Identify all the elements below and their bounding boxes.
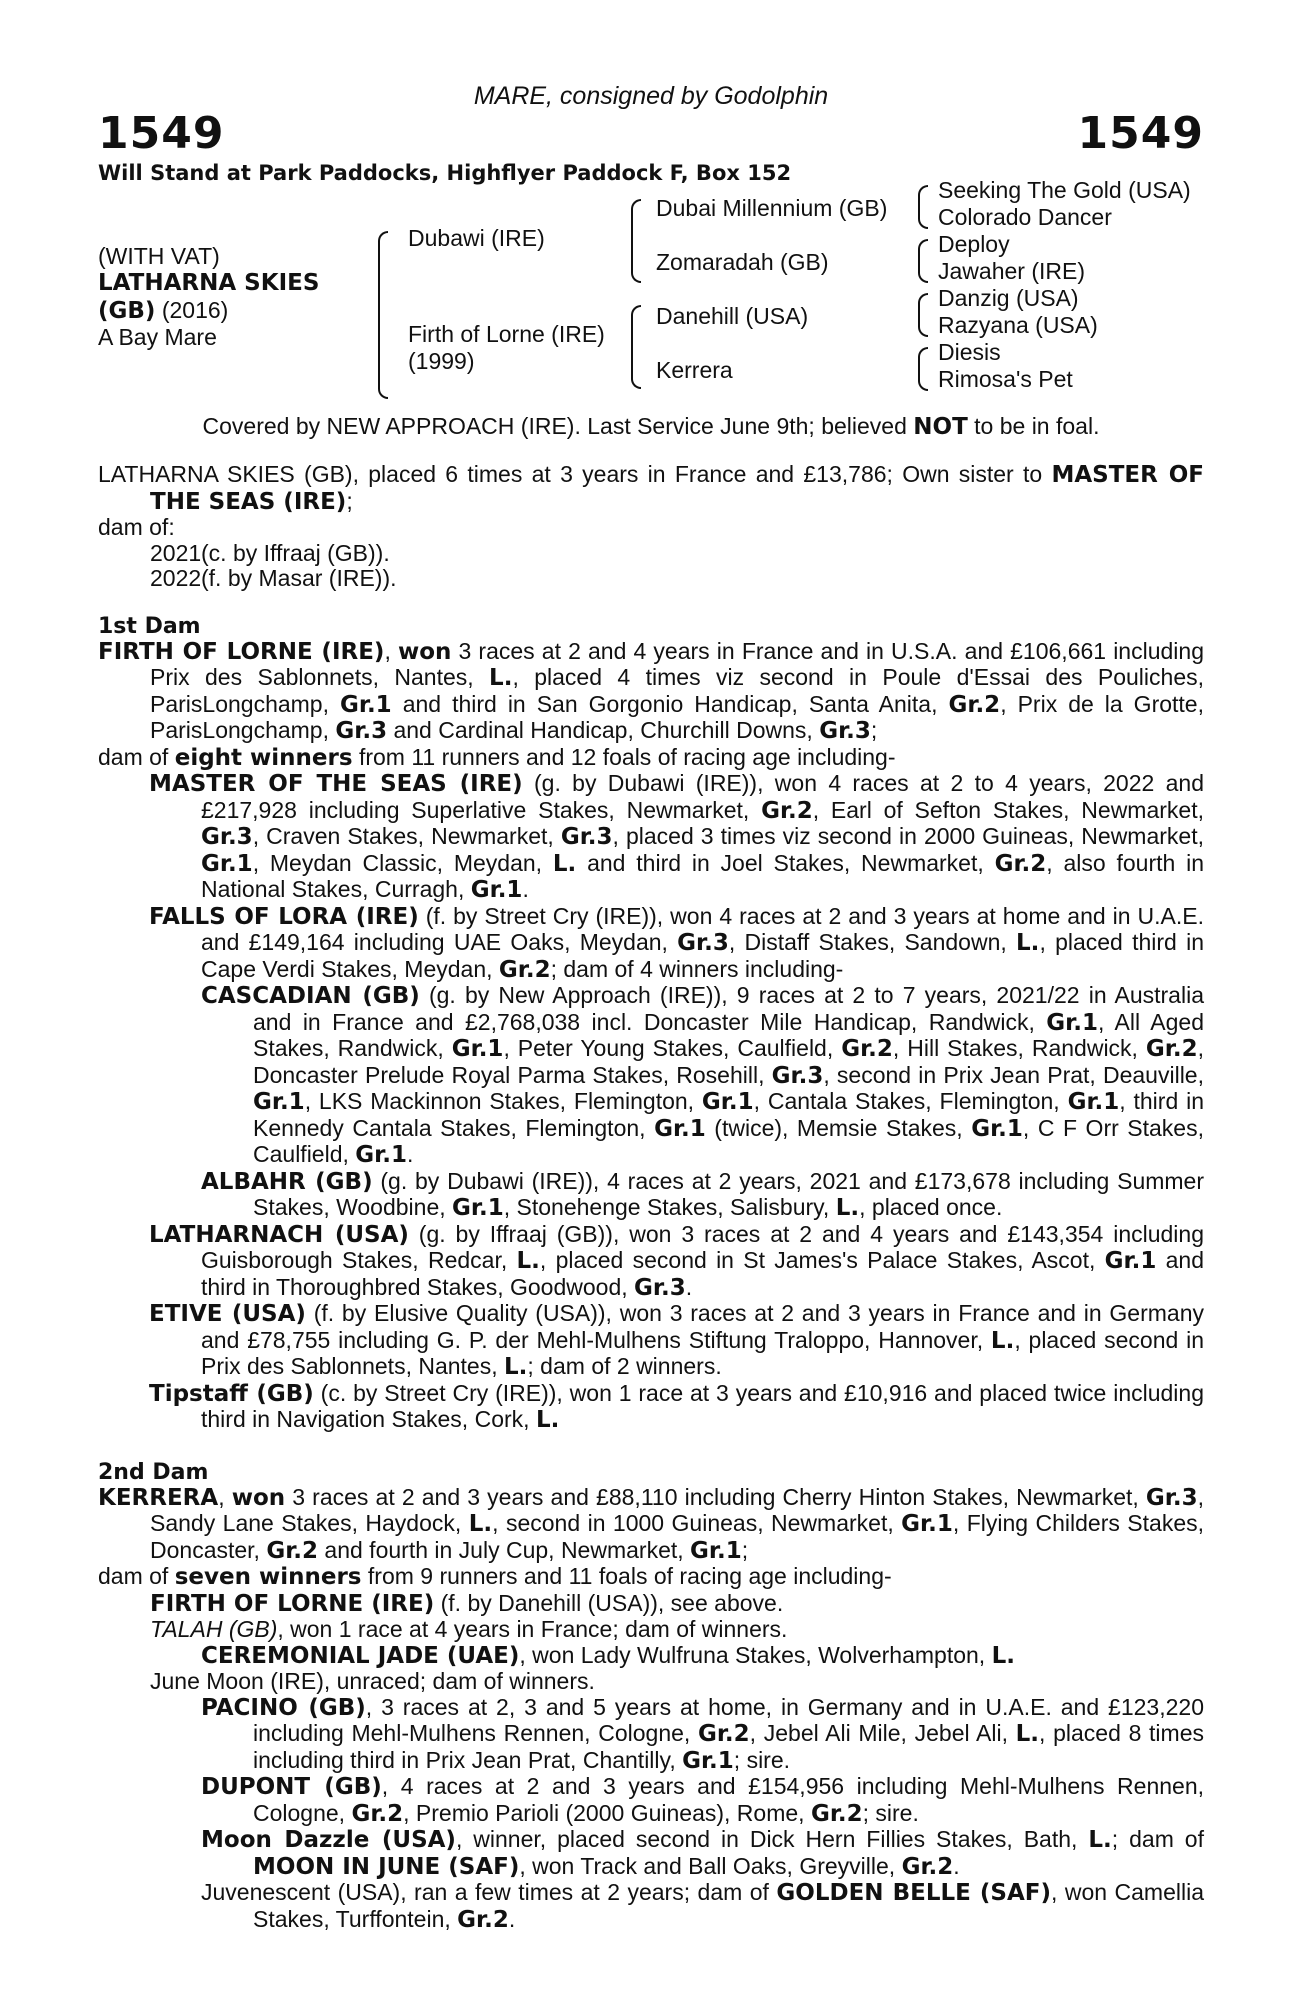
grade: L. bbox=[468, 1511, 493, 1537]
produce-entry bbox=[98, 1695, 1204, 1775]
first-dam-heading: 1st Dam bbox=[98, 613, 201, 639]
produce-name: GOLDEN BELLE (SAF) bbox=[776, 1880, 1052, 1906]
grade: L. bbox=[1016, 930, 1040, 956]
text: , Distaff Stakes, Sandown, bbox=[728, 929, 1017, 955]
text: , LKS Mackinnon Stakes, Flemington, bbox=[304, 1088, 702, 1114]
grade: Gr.2 bbox=[1145, 1036, 1198, 1062]
text: , Sandy Lane Stakes, Haydock, bbox=[150, 1483, 1204, 1536]
grade: Gr.1 bbox=[971, 1115, 1023, 1142]
grade: Gr.1 bbox=[690, 1537, 742, 1564]
first-dam-produce-summary bbox=[98, 745, 1204, 772]
lot-number-left: 1549 bbox=[98, 108, 225, 159]
won-label: won bbox=[231, 1484, 286, 1511]
text: , placed third in Cape Verdi Stakes, Meydan, bbox=[201, 929, 1204, 982]
brace-main bbox=[378, 231, 388, 399]
text: . bbox=[522, 876, 529, 902]
grade: Gr.1 bbox=[682, 1747, 734, 1774]
dam-dam-sire: Diesis bbox=[938, 339, 1001, 365]
grade: Gr.3 bbox=[771, 1062, 824, 1089]
text: and third in San Gorgonio Handicap, Santa Anita, bbox=[391, 690, 949, 717]
grade: L. bbox=[991, 1642, 1015, 1669]
text: (g. by Dubawi (IRE)), 4 races at 2 years, 2021 and £173,678 including Summer Stakes, Woodbine, bbox=[253, 1167, 1204, 1220]
intro-semicolon: ; bbox=[346, 487, 353, 514]
sire-dam-sire: Deploy bbox=[938, 231, 1010, 257]
sire-sire-dam: Colorado Dancer bbox=[938, 204, 1112, 230]
text: (g. by New Approach (IRE)), 9 races at 2 to 7 years, 2021/22 in Australia and in France and £2,768,038 incl. Doncaster Mile Handicap, Randwick, bbox=[253, 982, 1204, 1035]
horse-origin bbox=[98, 297, 228, 324]
text: , Stonehenge Stakes, Salisbury, bbox=[503, 1194, 836, 1220]
horse-description: A Bay Mare bbox=[98, 324, 217, 350]
grade: Gr.1 bbox=[452, 1195, 504, 1221]
text: (f. by Street Cry (IRE)), won 4 races at 2 and 3 years at home and in U.A.E. and £149,164 including UAE Oaks, Meydan, bbox=[201, 902, 1205, 955]
text: (f. by Elusive Quality (USA)), won 3 races at 2 and 3 years in France and in Germany and £78,755 including G. P. der Mehl-Mulhens Stiftung Traloppo, Hannover, bbox=[201, 1300, 1204, 1353]
grade: L. bbox=[516, 1248, 540, 1274]
text: , All Aged Stakes, Randwick, bbox=[253, 1008, 1204, 1061]
brace-dam bbox=[631, 305, 641, 389]
covering-end: to be in foal. bbox=[967, 413, 1100, 439]
foal-year: 2021 bbox=[150, 539, 202, 566]
first-dam-name: FIRTH OF LORNE (IRE) bbox=[98, 638, 385, 665]
text: 3 races at 2 and 3 years and £88,110 including Cherry Hinton Stakes, Newmarket, bbox=[285, 1483, 1146, 1510]
sire-sire: Dubai Millennium (GB) bbox=[656, 195, 888, 221]
text: , Cantala Stakes, Flemington, bbox=[753, 1088, 1068, 1114]
dam-sire-dam: Razyana (USA) bbox=[938, 312, 1098, 338]
foal-year: 2022 bbox=[150, 565, 202, 591]
text: , Craven Stakes, Newmarket, bbox=[252, 823, 561, 849]
text: from 9 runners and 11 foals of racing age including- bbox=[361, 1563, 892, 1589]
text: , 3 races at 2, 3 and 5 years at home, in Germany and in U.A.E. and £123,220 including Mehl-Mulhens Rennen, Cologne, bbox=[253, 1693, 1204, 1746]
lot-number-right: 1549 bbox=[1077, 108, 1204, 159]
grade: Gr.2 bbox=[994, 850, 1047, 877]
produce-name: Tipstaff (GB) bbox=[149, 1380, 314, 1407]
brace-ds bbox=[918, 293, 928, 337]
second-dam-section bbox=[98, 1485, 1204, 1934]
text: , Hill Stakes, Randwick, bbox=[892, 1035, 1146, 1061]
sire-dam: Zomaradah (GB) bbox=[656, 249, 829, 275]
text: from 11 runners and 12 foals of racing age including- bbox=[352, 743, 896, 770]
text: , Jebel Ali Mile, Jebel Ali, bbox=[749, 1720, 1016, 1746]
text: 3 races at 2 and 4 years in France and in U.S.A. and £106,661 including Prix des Sablonnets, Nantes, bbox=[150, 637, 1204, 690]
text: ; sire. bbox=[733, 1746, 791, 1773]
text: , third in Kennedy Cantala Stakes, Flemington, bbox=[253, 1088, 1204, 1141]
grade: Gr.1 bbox=[201, 850, 253, 877]
grade: Gr.2 bbox=[761, 797, 813, 824]
second-dam-heading: 2nd Dam bbox=[98, 1459, 209, 1485]
foal-row bbox=[98, 541, 1204, 567]
grade: L. bbox=[504, 1354, 528, 1380]
first-dam-section bbox=[98, 639, 1204, 1434]
text: and third in Joel Stakes, Newmarket, bbox=[576, 849, 995, 876]
text: ; bbox=[741, 1536, 749, 1563]
intro-section bbox=[98, 462, 1204, 592]
text: , won 1 race at 4 years in France; dam of winners. bbox=[277, 1616, 788, 1642]
produce-entry bbox=[98, 983, 1204, 1169]
text: , second in 1000 Guineas, Newmarket, bbox=[492, 1510, 902, 1536]
produce-entry bbox=[98, 904, 1204, 984]
first-dam-paragraph: FIRTH OF LORNE (IRE), won 3 races at 2 and 4 years in France and in U.S.A. and £106,661 including Prix des Sablonnets, Nantes, L., placed 4 times viz second in Poule d'Essai des Pouliches, ParisLongchamp, Gr.1 and third in San Gorgonio Handicap, Santa Anita, Gr.2, Prix de la Grotte, ParisLongchamp, Gr.3 and Cardinal Handicap, Churchill Downs, Gr.3; bbox=[98, 637, 1205, 744]
horse-name: LATHARNA SKIES bbox=[98, 270, 320, 296]
second-dam-produce-summary bbox=[98, 1564, 1204, 1591]
text: ; dam of 2 winners. bbox=[527, 1353, 722, 1379]
dam-sire-sire: Danzig (USA) bbox=[938, 285, 1079, 311]
grade: Gr.1 bbox=[901, 1511, 953, 1537]
produce-name: TALAH (GB) bbox=[150, 1616, 278, 1642]
foal-row bbox=[98, 566, 1204, 592]
produce-name: MOON IN JUNE (SAF) bbox=[253, 1853, 520, 1880]
text: , won Track and Ball Oaks, Greyville, bbox=[519, 1852, 902, 1879]
text: , placed 4 times viz second in Poule d'Essai des Pouliches, ParisLongchamp, bbox=[150, 664, 1205, 717]
text: and fourth in July Cup, Newmarket, bbox=[318, 1536, 691, 1563]
brace-ss bbox=[918, 185, 928, 229]
grade: L. bbox=[1088, 1827, 1112, 1853]
grade: L. bbox=[835, 1195, 860, 1221]
winners-count: eight winners bbox=[174, 744, 353, 771]
intro-paragraph bbox=[98, 462, 1204, 515]
dam-sire: Danehill (USA) bbox=[656, 303, 809, 329]
pedigree-table bbox=[98, 177, 1204, 401]
text: dam of bbox=[98, 743, 175, 770]
text: , Peter Young Stakes, Caulfield, bbox=[503, 1035, 842, 1061]
grade: Gr.1 bbox=[1067, 1089, 1120, 1115]
brace-sd bbox=[918, 239, 928, 283]
text: (g. by Iffraaj (GB)), won 3 races at 2 and 4 years and £143,354 including Guisborough Stakes, Redcar, bbox=[201, 1220, 1205, 1273]
text: , placed second in St James's Palace Stakes, Ascot, bbox=[539, 1247, 1105, 1273]
dam-dam-dam: Rimosa's Pet bbox=[938, 366, 1073, 392]
text: , 4 races at 2 and 3 years and £154,956 including Mehl-Mulhens Rennen, Cologne, bbox=[253, 1773, 1204, 1826]
dam-dam: Kerrera bbox=[656, 357, 733, 383]
grade: Gr.2 bbox=[498, 956, 551, 983]
produce-entry bbox=[98, 1301, 1204, 1381]
grade: Gr.2 bbox=[901, 1853, 954, 1880]
produce-entry bbox=[98, 1169, 1204, 1222]
catalogue-page bbox=[98, 82, 1204, 1933]
text: dam of bbox=[98, 1563, 175, 1589]
vat-label: (WITH VAT) bbox=[98, 243, 220, 269]
text: , Prix de la Grotte, ParisLongchamp, bbox=[150, 690, 1204, 743]
produce-entry: June Moon (IRE), unraced; dam of winners. bbox=[150, 1668, 595, 1694]
grade: Gr.3 bbox=[819, 718, 871, 744]
text: . bbox=[406, 1141, 414, 1167]
produce-name: LATHARNACH (USA) bbox=[149, 1221, 409, 1248]
lot-number-row bbox=[98, 108, 1204, 159]
produce-name: FIRTH OF LORNE (IRE) bbox=[150, 1590, 435, 1617]
consignment-line: MARE, consigned by Godolphin bbox=[473, 82, 829, 110]
grade: Gr.3 bbox=[335, 718, 388, 744]
text: , won Camellia Stakes, Turffontein, bbox=[253, 1879, 1204, 1932]
grade: Gr.3 bbox=[677, 930, 729, 956]
grade: Gr.2 bbox=[948, 691, 1001, 718]
dam: Firth of Lorne (IRE) bbox=[408, 321, 605, 347]
grade: L. bbox=[489, 665, 513, 691]
grade: Gr.2 bbox=[266, 1537, 319, 1564]
grade: Gr.3 bbox=[560, 824, 613, 850]
text: , Doncaster Prelude Royal Parma Stakes, Rosehill, bbox=[253, 1035, 1204, 1088]
produce-name: Moon Dazzle (USA) bbox=[201, 1827, 456, 1853]
text: . bbox=[953, 1852, 960, 1879]
text: , second in Prix Jean Prat, Deauville, bbox=[823, 1061, 1204, 1088]
covering-not: NOT bbox=[913, 414, 968, 440]
produce-name: ETIVE (USA) bbox=[149, 1301, 306, 1327]
text: , placed once. bbox=[859, 1194, 1003, 1220]
text: , Meydan Classic, Meydan, bbox=[252, 849, 553, 876]
covering-text: Covered by NEW APPROACH (IRE). Last Service June 9th; believed bbox=[202, 413, 914, 439]
second-dam-name: KERRERA bbox=[98, 1484, 219, 1511]
produce-entry bbox=[98, 1222, 1204, 1302]
grade: L. bbox=[535, 1407, 560, 1433]
sire-dam-dam: Jawaher (IRE) bbox=[938, 258, 1085, 284]
text: (twice), Memsie Stakes, bbox=[705, 1114, 972, 1141]
stand-location: Will Stand at Park Paddocks, Highflyer Paddock F, Box 152 bbox=[98, 161, 792, 185]
grade: Gr.2 bbox=[810, 1800, 863, 1827]
text: , Flying Childers Stakes, Doncaster, bbox=[150, 1510, 1204, 1563]
produce-entry bbox=[98, 1381, 1204, 1434]
sire-sire-sire: Seeking The Gold (USA) bbox=[938, 177, 1191, 203]
text: , also fourth in National Stakes, Curragh, bbox=[201, 849, 1204, 902]
grade: Gr.1 bbox=[1046, 1009, 1098, 1036]
grade: Gr.1 bbox=[654, 1115, 706, 1142]
grade: Gr.2 bbox=[351, 1800, 404, 1827]
brace-sire bbox=[631, 199, 641, 283]
grade: Gr.1 bbox=[355, 1142, 407, 1168]
grade: Gr.3 bbox=[1145, 1484, 1198, 1511]
text: , Earl of Sefton Stakes, Newmarket, bbox=[812, 796, 1204, 823]
grade: Gr.1 bbox=[701, 1089, 754, 1115]
produce-name: CEREMONIAL JADE (UAE) bbox=[201, 1642, 520, 1669]
sire: Dubawi (IRE) bbox=[408, 225, 545, 251]
dam-year: (1999) bbox=[408, 348, 475, 374]
text: (g. by Dubawi (IRE)), won 4 races at 2 to 4 years, 2022 and £217,928 including Superlative Stakes, Newmarket, bbox=[201, 770, 1205, 823]
sister-name: MASTER OF THE SEAS (IRE) bbox=[150, 462, 1205, 515]
grade: Gr.1 bbox=[470, 877, 523, 903]
horse-country: (GB) bbox=[98, 298, 156, 324]
second-dam-paragraph: KERRERA, won 3 races at 2 and 3 years and £88,110 including Cherry Hinton Stakes, Newmarket, Gr.3, Sandy Lane Stakes, Haydock, L., second in 1000 Guineas, Newmarket, Gr.1, Flying Childers Stakes, Doncaster, Gr.2 and fourth in July Cup, Newmarket, Gr.1; bbox=[98, 1483, 1204, 1564]
grade: Gr.3 bbox=[634, 1274, 686, 1301]
produce-name: ALBAHR (GB) bbox=[201, 1168, 373, 1195]
produce-name: DUPONT (GB) bbox=[201, 1774, 382, 1800]
grade: Gr.1 bbox=[253, 1089, 305, 1115]
produce-entry bbox=[98, 1617, 1204, 1643]
produce-entry bbox=[98, 1643, 1204, 1670]
text: (c. by Street Cry (IRE)), won 1 race at 3 years and £10,916 and placed twice including third in Navigation Stakes, Cork, bbox=[201, 1379, 1204, 1432]
produce-entry bbox=[98, 771, 1204, 904]
text: ; sire. bbox=[862, 1799, 919, 1826]
produce-entry bbox=[98, 1827, 1204, 1880]
text: , winner, placed second in Dick Hern Fillies Stakes, Bath, bbox=[455, 1826, 1089, 1852]
horse-year: (2016) bbox=[155, 297, 229, 323]
grade: Gr.2 bbox=[697, 1721, 750, 1747]
grade: Gr.2 bbox=[841, 1036, 893, 1062]
text: and third in Thoroughbred Stakes, Goodwood, bbox=[201, 1247, 1204, 1300]
produce-entry bbox=[98, 1880, 1204, 1933]
grade: Gr.2 bbox=[457, 1906, 509, 1933]
text: , placed 3 times viz second in 2000 Guineas, Newmarket, bbox=[612, 823, 1204, 849]
produce-name: PACINO (GB) bbox=[201, 1694, 366, 1721]
grade: Gr.1 bbox=[1104, 1248, 1157, 1274]
brace-dd bbox=[918, 347, 928, 391]
text: , Premio Parioli (2000 Guineas), Rome, bbox=[403, 1799, 811, 1826]
covering-note bbox=[98, 413, 1204, 440]
text: (f. by Danehill (USA)), see above. bbox=[434, 1589, 784, 1616]
produce-entry bbox=[98, 1774, 1204, 1827]
foal-text: (c. by Iffraaj (GB)). bbox=[201, 539, 390, 566]
grade: L. bbox=[552, 850, 577, 877]
produce-name: FALLS OF LORA (IRE) bbox=[149, 903, 419, 930]
text: ; bbox=[870, 717, 878, 743]
grade: Gr.1 bbox=[451, 1036, 504, 1062]
produce-name: MASTER OF THE SEAS (IRE) bbox=[149, 771, 523, 797]
text: Juvenescent (USA), ran a few times at 2 years; dam of bbox=[201, 1879, 777, 1905]
produce-name: CASCADIAN (GB) bbox=[201, 983, 420, 1009]
text: , placed 8 times including third in Prix Jean Prat, Chantilly, bbox=[253, 1720, 1204, 1773]
foal-text: (f. by Masar (IRE)). bbox=[201, 565, 397, 591]
grade: L. bbox=[1015, 1721, 1040, 1747]
text: . bbox=[508, 1905, 516, 1932]
produce-entry bbox=[98, 1591, 1204, 1618]
text: , placed second in Prix des Sablonnets, Nantes, bbox=[201, 1326, 1205, 1379]
winners-count: seven winners bbox=[174, 1564, 362, 1590]
intro-text: LATHARNA SKIES (GB), placed 6 times at 3 years in France and £13,786; Own sister to bbox=[98, 461, 1043, 487]
text: ; dam of bbox=[1111, 1826, 1204, 1852]
text: , C F Orr Stakes, Caulfield, bbox=[253, 1114, 1204, 1167]
grade: Gr.3 bbox=[201, 824, 253, 850]
text: . bbox=[685, 1273, 693, 1300]
dam-of-label: dam of: bbox=[98, 514, 175, 540]
text: , won Lady Wulfruna Stakes, Wolverhampton, bbox=[519, 1641, 992, 1668]
text: ; dam of 4 winners including- bbox=[550, 955, 844, 982]
text: and Cardinal Handicap, Churchill Downs, bbox=[387, 717, 820, 743]
won-label: won bbox=[397, 638, 452, 665]
grade: Gr.1 bbox=[340, 691, 392, 718]
grade: L. bbox=[990, 1327, 1015, 1354]
